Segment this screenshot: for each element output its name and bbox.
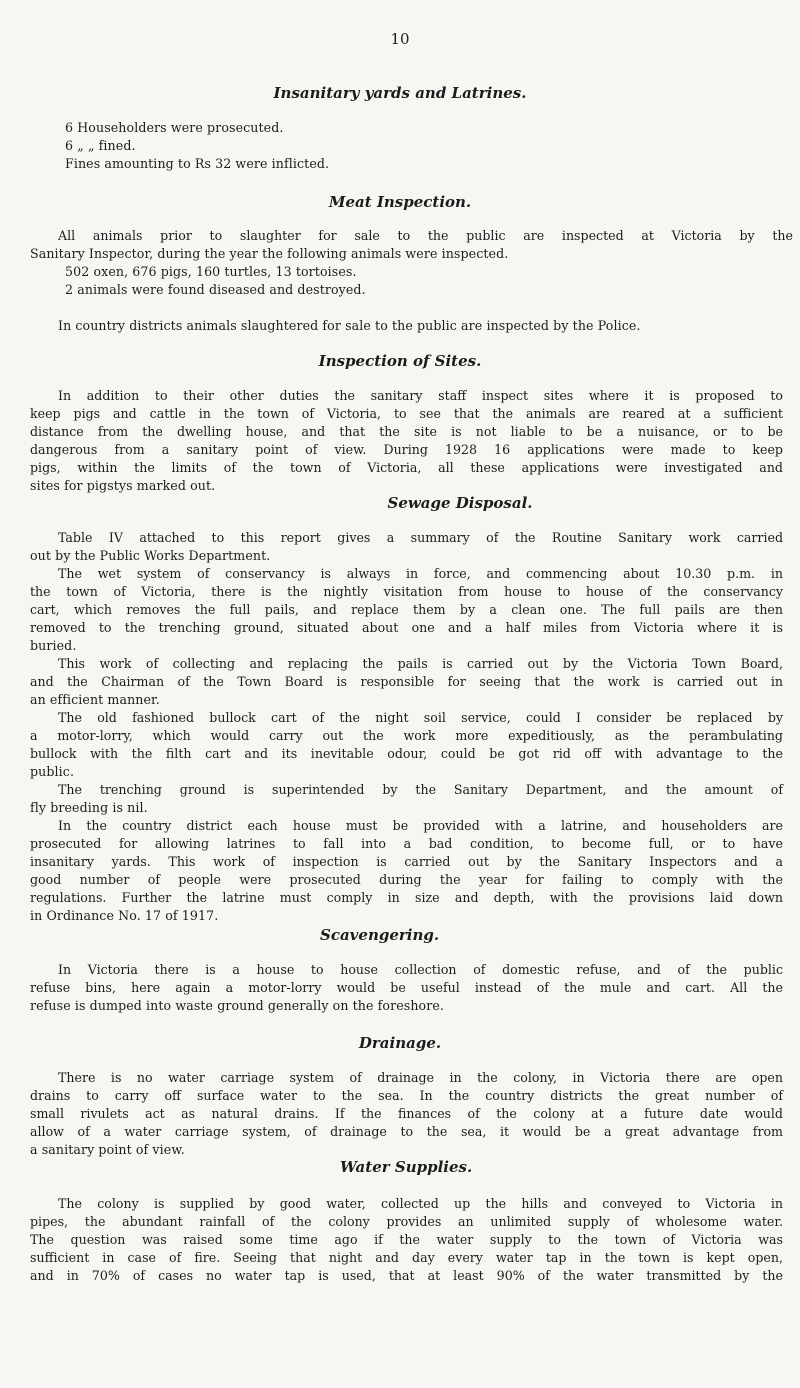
text-line: Table IV attached to this report gives a summary of the Routine Sanitary work carried bbox=[58, 530, 783, 545]
text-line: pipes, the abundant rainfall of the colony provides an unlimited supply of wholesome water. bbox=[30, 1214, 783, 1229]
text-line: The colony is supplied by good water, collected up the hills and conveyed to Victoria in bbox=[58, 1196, 783, 1211]
heading-inspection-of-sites: Inspection of Sites. bbox=[318, 352, 482, 370]
text-line: and in 70% of cases no water tap is used, that at least 90% of the water transmitted by the bbox=[30, 1268, 783, 1283]
heading-water-supplies: Water Supplies. bbox=[340, 1158, 473, 1176]
text-line: The wet system of conservancy is always in force, and commencing about 10.30 p.m. in bbox=[58, 566, 783, 581]
text-line: 6 Householders were prosecuted. bbox=[65, 120, 284, 135]
text-line: removed to the trenching ground, situated about one and a half miles from Victoria where it is bbox=[30, 620, 783, 635]
heading-meat-inspection: Meat Inspection. bbox=[328, 193, 472, 211]
text-line: public. bbox=[30, 764, 75, 779]
text-line: The old fashioned bullock cart of the night soil service, could I consider be replaced by bbox=[58, 710, 783, 725]
text-line: small rivulets act as natural drains. If the finances of the colony at a future date would bbox=[30, 1106, 783, 1121]
text-line: an efficient manner. bbox=[30, 692, 160, 707]
heading-sewage-disposal: Sewage Disposal. bbox=[387, 494, 533, 512]
text-line: out by the Public Works Department. bbox=[30, 548, 271, 563]
text-line: 6 „ „ fined. bbox=[65, 138, 136, 153]
text-line: In Victoria there is a house to house collection of domestic refuse, and of the public bbox=[58, 962, 783, 977]
text-line: refuse is dumped into waste ground generally on the foreshore. bbox=[30, 998, 445, 1013]
text-line: pigs, within the limits of the town of Victoria, all these applications were investigated and bbox=[30, 460, 783, 475]
text-line: good number of people were prosecuted during the year for failing to comply with the bbox=[30, 872, 783, 887]
text-line: 502 oxen, 676 pigs, 160 turtles, 13 tortoises. bbox=[65, 264, 357, 279]
text-line: There is no water carriage system of drainage in the colony, in Victoria there are open bbox=[58, 1070, 783, 1085]
text-line: prosecuted for allowing latrines to fall into a bad condition, to become full, or to have bbox=[30, 836, 783, 851]
text-line: In addition to their other duties the sanitary staff inspect sites where it is proposed to bbox=[58, 388, 783, 403]
text-line: distance from the dwelling house, and that the site is not liable to be a nuisance, or to be bbox=[30, 424, 783, 439]
text-line: Sanitary Inspector, during the year the following animals were inspected. bbox=[30, 246, 509, 261]
text-line: bullock with the filth cart and its inevitable odour, could be got rid off with advantage to the bbox=[30, 746, 783, 761]
text-line: allow of a water carriage system, of drainage to the sea, it would be a great advantage from bbox=[30, 1124, 783, 1139]
text-line: sites for pigstys marked out. bbox=[30, 478, 216, 493]
text-line: a sanitary point of view. bbox=[30, 1142, 185, 1157]
text-line: in Ordinance No. 17 of 1917. bbox=[30, 908, 219, 923]
text-line: Fines amounting to Rs 32 were inflicted. bbox=[65, 156, 330, 171]
heading-insanitary-yards: Insanitary yards and Latrines. bbox=[273, 84, 527, 102]
page-number: 10 bbox=[390, 30, 410, 48]
heading-scavengering: Scavengering. bbox=[320, 926, 440, 944]
text-line: refuse bins, here again a motor-lorry would be useful instead of the mule and cart. All the bbox=[30, 980, 783, 995]
text-line: All animals prior to slaughter for sale to the public are inspected at Victoria by the bbox=[58, 228, 793, 243]
text-line: the town of Victoria, there is the nightly visitation from house to house of the conservancy bbox=[30, 584, 783, 599]
text-line: a motor-lorry, which would carry out the work more expeditiously, as the perambulating bbox=[30, 728, 783, 743]
text-line: dangerous from a sanitary point of view. During 1928 16 applications were made to keep bbox=[30, 442, 783, 457]
heading-drainage: Drainage. bbox=[358, 1034, 442, 1052]
text-line: buried. bbox=[30, 638, 77, 653]
text-line: 2 animals were found diseased and destroyed. bbox=[65, 282, 366, 297]
text-line: This work of collecting and replacing the pails is carried out by the Victoria Town Board, bbox=[58, 656, 783, 671]
text-line: keep pigs and cattle in the town of Victoria, to see that the animals are reared at a sufficient bbox=[30, 406, 783, 421]
text-line: fly breeding is nil. bbox=[30, 800, 148, 815]
text-line: and the Chairman of the Town Board is responsible for seeing that the work is carried out in bbox=[30, 674, 783, 689]
text-line: drains to carry off surface water to the sea. In the country districts the great number of bbox=[30, 1088, 783, 1103]
text-line: cart, which removes the full pails, and replace them by a clean one. The full pails are then bbox=[30, 602, 783, 617]
text-line: The trenching ground is superintended by the Sanitary Department, and the amount of bbox=[58, 782, 783, 797]
text-line: sufficient in case of fire. Seeing that night and day every water tap in the town is kept open, bbox=[30, 1250, 783, 1265]
text-line: In the country district each house must be provided with a latrine, and householders are bbox=[58, 818, 783, 833]
text-line: insanitary yards. This work of inspection is carried out by the Sanitary Inspectors and a bbox=[30, 854, 783, 869]
text-line: regulations. Further the latrine must comply in size and depth, with the provisions laid down bbox=[30, 890, 783, 905]
text-line: The question was raised some time ago if the water supply to the town of Victoria was bbox=[30, 1232, 783, 1247]
text-line: In country districts animals slaughtered for sale to the public are inspected by the Police. bbox=[58, 318, 641, 333]
